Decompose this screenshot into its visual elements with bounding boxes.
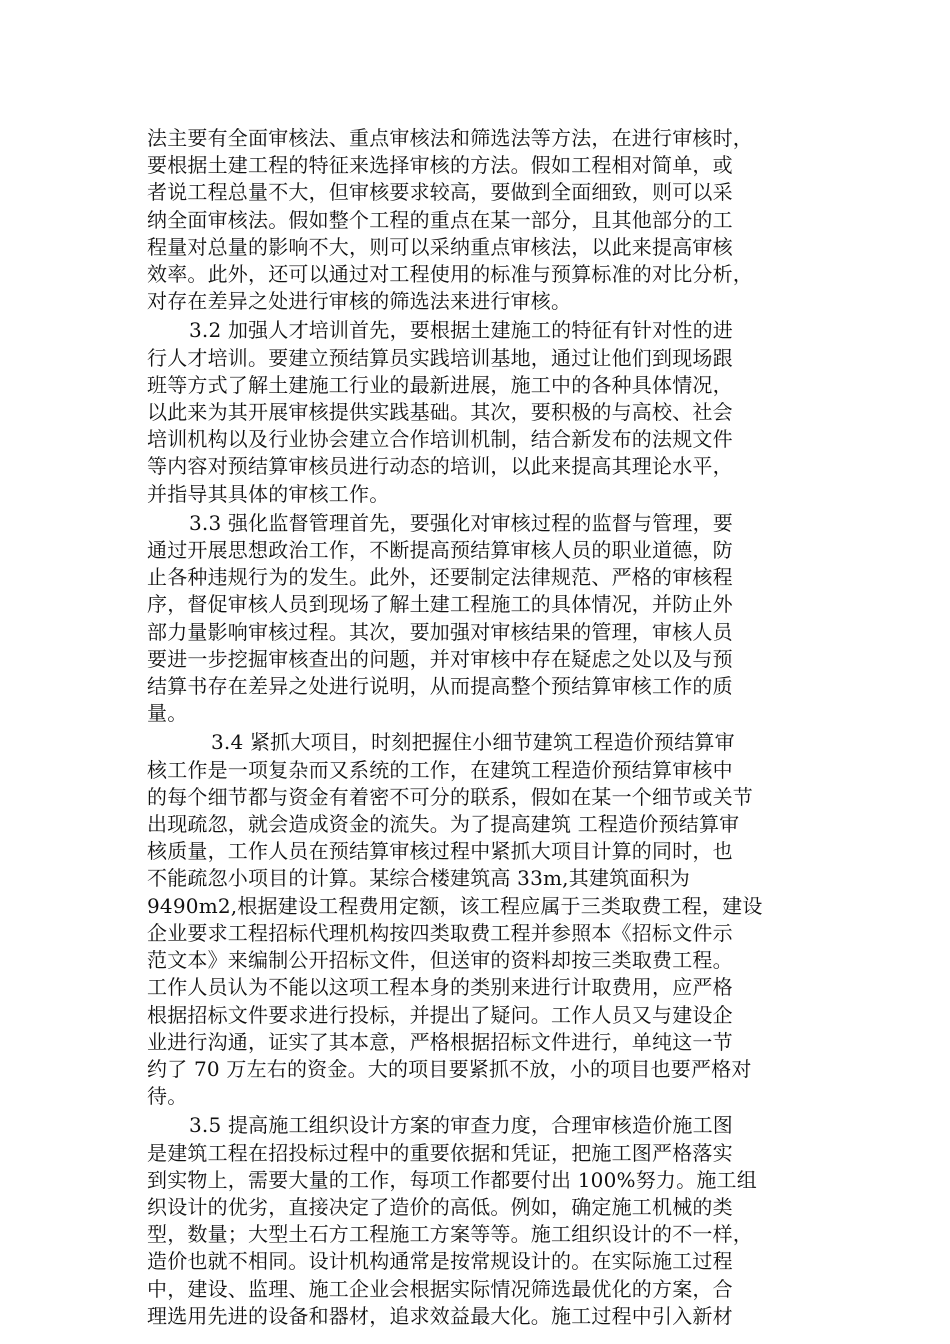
paragraph-line: 业进行沟通，证实了其本意，严格根据招标文件进行，单纯这一节 [147,1029,733,1054]
paragraph-line: 止各种违规行为的发生。此外，还要制定法律规范、严格的审核程 [147,565,733,590]
paragraph-line: 纳全面审核法。假如整个工程的重点在某一部分，且其他部分的工 [147,207,733,232]
paragraph-line: 不能疏忽小项目的计算。某综合楼建筑高 33m,其建筑面积为 [147,866,690,891]
paragraph-line: 范文本》来编制公开招标文件，但送审的资料却按三类取费工程。 [147,948,733,973]
paragraph [147,317,807,507]
paragraph [147,1112,807,1330]
paragraph [147,510,807,728]
paragraph [147,729,807,1110]
paragraph-line: 序，督促审核人员到现场了解土建工程施工的具体情况，并防止外 [147,592,733,617]
paragraph-line: 部力量影响审核过程。其次，要加强对审核结果的管理，审核人员 [147,619,733,644]
paragraph-line: 结算书存在差异之处进行说明，从而提高整个预结算审核工作的质 [147,674,733,699]
paragraph-line: 法主要有全面审核法、重点审核法和筛选法等方法，在进行审核时， [147,126,753,150]
paragraph-line: 程量对总量的影响不大，则可以采纳重点审核法，以此来提高审核 [147,234,733,259]
paragraph-line: 待。 [147,1084,188,1109]
paragraph-line: 者说工程总量不大，但审核要求较高，要做到全面细致，则可以采 [147,180,733,205]
paragraph-line: 3.2 加强人才培训首先，要根据土建施工的特征有针对性的进 [189,318,733,343]
paragraph-line: 培训机构以及行业协会建立合作培训机制，结合新发布的法规文件 [147,427,733,452]
paragraph-line: 3.3 强化监督管理首先，要强化对审核过程的监督与管理，要 [189,510,733,535]
paragraph-line: 型，数量；大型土石方工程施工方案等等。施工组织设计的不一样， [147,1222,753,1247]
paragraph-line: 要根据土建工程的特征来选择审核的方法。假如工程相对简单，或 [147,153,733,178]
paragraph-line: 9490m2,根据建设工程费用定额，该工程应属于三类取费工程，建设 [147,893,763,918]
paragraph-line: 量。 [147,701,188,726]
paragraph-line: 的每个细节都与资金有着密不可分的联系，假如在某一个细节或关节 [147,784,753,809]
paragraph-line: 通过开展思想政治工作，不断提高预结算审核人员的职业道德，防 [147,538,733,563]
body-text [147,125,807,1332]
paragraph-line: 出现疏忽，就会造成资金的流失。为了提高建筑 工程造价预结算审 [147,812,740,837]
paragraph-line: 约了 70 万左右的资金。大的项目要紧抓不放，小的项目也要严格对 [147,1056,752,1081]
paragraph-line: 3.4 紧抓大项目，时刻把握住小细节建筑工程造价预结算审 [211,730,735,755]
paragraph-line: 是建筑工程在招投标过程中的重要依据和凭证，把施工图严格落实 [147,1140,733,1165]
paragraph-line: 要进一步挖掘审核查出的问题，并对审核中存在疑虑之处以及与预 [147,646,733,671]
paragraph-line: 等内容对预结算审核员进行动态的培训，以此来提高其理论水平， [147,454,733,479]
paragraph-line: 班等方式了解土建施工行业的最新进展，施工中的各种具体情况， [147,372,733,397]
paragraph-line: 根据招标文件要求进行投标，并提出了疑问。工作人员又与建设企 [147,1002,733,1027]
paragraph-line: 并指导其具体的审核工作。 [147,481,390,506]
paragraph-line: 织设计的优劣，直接决定了造价的高低。例如，确定施工机械的类 [147,1194,733,1219]
paragraph-line: 到实物上，需要大量的工作，每项工作都要付出 100%努力。施工组 [147,1167,757,1192]
paragraph-line: 中，建设、监理、施工企业会根据实际情况筛选最优化的方案，合 [147,1276,733,1301]
paragraph-line: 造价也就不相同。设计机构通常是按常规设计的。在实际施工过程 [147,1249,733,1274]
paragraph-line: 企业要求工程招标代理机构按四类取费工程并参照本《招标文件示 [147,920,733,945]
paragraph-line: 理选用先进的设备和器材，追求效益最大化。施工过程中引入新材 [147,1303,733,1328]
paragraph [147,125,807,315]
paragraph-line: 以此来为其开展审核提供实践基础。其次，要积极的与高校、社会 [147,400,733,425]
paragraph-line: 3.5 提高施工组织设计方案的审查力度，合理审核造价施工图 [189,1113,733,1138]
paragraph-line: 核质量，工作人员在预结算审核过程中紧抓大项目计算的同时，也 [147,839,733,864]
paragraph-line: 工作人员认为不能以这项工程本身的类别来进行计取费用，应严格 [147,975,733,1000]
paragraph-line: 行人才培训。要建立预结算员实践培训基地，通过让他们到现场跟 [147,345,733,370]
paragraph-line: 效率。此外，还可以通过对工程使用的标准与预算标准的对比分析， [147,262,753,287]
paragraph-line: 对存在差异之处进行审核的筛选法来进行审核。 [147,289,572,314]
paragraph-line: 核工作是一项复杂而又系统的工作，在建筑工程造价预结算审核中 [147,757,733,782]
